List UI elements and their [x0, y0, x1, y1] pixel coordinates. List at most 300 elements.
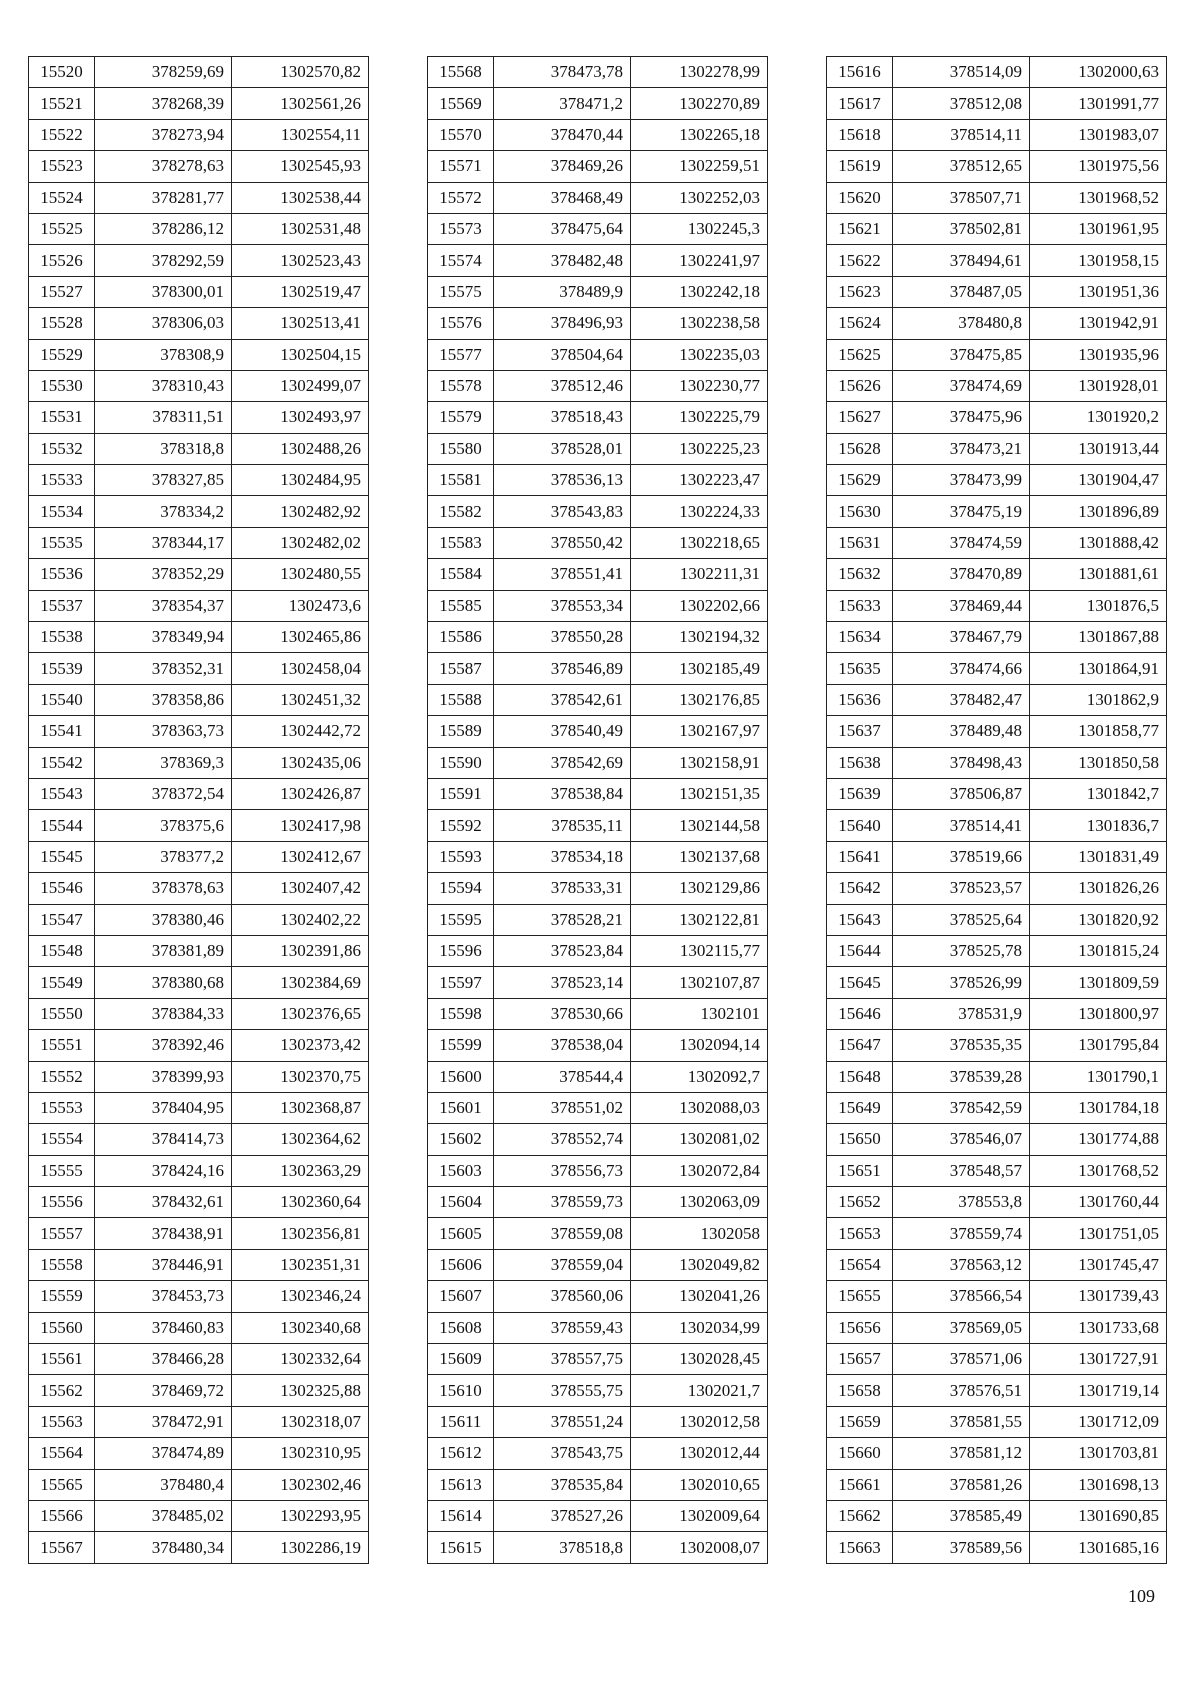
y-coordinate-cell: 1302230,77 — [631, 370, 768, 401]
page-number: 109 — [1128, 1586, 1155, 1606]
table-row — [827, 465, 1167, 496]
point-number-cell: 15652 — [827, 1187, 893, 1218]
table-row — [827, 590, 1167, 621]
table-row — [29, 873, 369, 904]
x-coordinate-cell: 378494,61 — [893, 245, 1030, 276]
point-number-cell: 15651 — [827, 1155, 893, 1186]
y-coordinate-cell: 1301698,13 — [1030, 1469, 1167, 1500]
table-row — [428, 527, 768, 558]
point-number-cell: 15561 — [29, 1344, 95, 1375]
y-coordinate-cell: 1302167,97 — [631, 716, 768, 747]
table-row — [428, 622, 768, 653]
x-coordinate-cell: 378306,03 — [95, 308, 232, 339]
table-row — [827, 1187, 1167, 1218]
y-coordinate-cell: 1302242,18 — [631, 276, 768, 307]
table-row — [428, 1218, 768, 1249]
table-row — [428, 1406, 768, 1437]
x-coordinate-cell: 378581,55 — [893, 1406, 1030, 1437]
x-coordinate-cell: 378528,01 — [494, 433, 631, 464]
y-coordinate-cell: 1301842,7 — [1030, 778, 1167, 809]
point-number-cell: 15587 — [428, 653, 494, 684]
table-row — [827, 873, 1167, 904]
y-coordinate-cell: 1302435,06 — [232, 747, 369, 778]
x-coordinate-cell: 378546,89 — [494, 653, 631, 684]
y-coordinate-cell: 1302241,97 — [631, 245, 768, 276]
x-coordinate-cell: 378560,06 — [494, 1281, 631, 1312]
table-row — [29, 1406, 369, 1437]
point-number-cell: 15629 — [827, 465, 893, 496]
point-number-cell: 15635 — [827, 653, 893, 684]
table-row — [29, 1124, 369, 1155]
y-coordinate-cell: 1302356,81 — [232, 1218, 369, 1249]
x-coordinate-cell: 378553,34 — [494, 590, 631, 621]
table-row — [827, 810, 1167, 841]
table-row — [428, 1469, 768, 1500]
x-coordinate-cell: 378496,93 — [494, 308, 631, 339]
y-coordinate-cell: 1301826,26 — [1030, 873, 1167, 904]
x-coordinate-cell: 378482,48 — [494, 245, 631, 276]
table-row — [29, 590, 369, 621]
x-coordinate-cell: 378475,64 — [494, 213, 631, 244]
x-coordinate-cell: 378559,43 — [494, 1312, 631, 1343]
point-number-cell: 15654 — [827, 1249, 893, 1280]
table-row — [827, 370, 1167, 401]
y-coordinate-cell: 1302458,04 — [232, 653, 369, 684]
point-number-cell: 15585 — [428, 590, 494, 621]
table-row — [827, 1500, 1167, 1531]
y-coordinate-cell: 1301790,1 — [1030, 1061, 1167, 1092]
x-coordinate-cell: 378489,9 — [494, 276, 631, 307]
x-coordinate-cell: 378352,31 — [95, 653, 232, 684]
x-coordinate-cell: 378399,93 — [95, 1061, 232, 1092]
y-coordinate-cell: 1301881,61 — [1030, 559, 1167, 590]
x-coordinate-cell: 378543,75 — [494, 1438, 631, 1469]
x-coordinate-cell: 378310,43 — [95, 370, 232, 401]
x-coordinate-cell: 378542,59 — [893, 1092, 1030, 1123]
y-coordinate-cell: 1302451,32 — [232, 684, 369, 715]
table-row — [827, 1124, 1167, 1155]
table-row — [428, 1187, 768, 1218]
x-coordinate-cell: 378281,77 — [95, 182, 232, 213]
point-number-cell: 15641 — [827, 841, 893, 872]
x-coordinate-cell: 378556,73 — [494, 1155, 631, 1186]
x-coordinate-cell: 378523,14 — [494, 967, 631, 998]
point-number-cell: 15578 — [428, 370, 494, 401]
point-number-cell: 15569 — [428, 88, 494, 119]
x-coordinate-cell: 378424,16 — [95, 1155, 232, 1186]
x-coordinate-cell: 378471,2 — [494, 88, 631, 119]
point-number-cell: 15547 — [29, 904, 95, 935]
table-row — [827, 1281, 1167, 1312]
point-number-cell: 15632 — [827, 559, 893, 590]
y-coordinate-cell: 1302332,64 — [232, 1344, 369, 1375]
table-row — [827, 402, 1167, 433]
point-number-cell: 15534 — [29, 496, 95, 527]
point-number-cell: 15643 — [827, 904, 893, 935]
point-number-cell: 15591 — [428, 778, 494, 809]
table-row — [29, 810, 369, 841]
x-coordinate-cell: 378473,21 — [893, 433, 1030, 464]
point-number-cell: 15581 — [428, 465, 494, 496]
point-number-cell: 15658 — [827, 1375, 893, 1406]
x-coordinate-cell: 378480,4 — [95, 1469, 232, 1500]
x-coordinate-cell: 378292,59 — [95, 245, 232, 276]
y-coordinate-cell: 1301712,09 — [1030, 1406, 1167, 1437]
table-row — [428, 182, 768, 213]
table-row — [29, 904, 369, 935]
point-number-cell: 15610 — [428, 1375, 494, 1406]
table-row — [428, 57, 768, 88]
x-coordinate-cell: 378528,21 — [494, 904, 631, 935]
x-coordinate-cell: 378475,85 — [893, 339, 1030, 370]
x-coordinate-cell: 378512,46 — [494, 370, 631, 401]
x-coordinate-cell: 378372,54 — [95, 778, 232, 809]
table-row — [29, 935, 369, 966]
y-coordinate-cell: 1302482,92 — [232, 496, 369, 527]
y-coordinate-cell: 1302202,66 — [631, 590, 768, 621]
y-coordinate-cell: 1302224,33 — [631, 496, 768, 527]
point-number-cell: 15627 — [827, 402, 893, 433]
y-coordinate-cell: 1302072,84 — [631, 1155, 768, 1186]
y-coordinate-cell: 1301727,91 — [1030, 1344, 1167, 1375]
point-number-cell: 15604 — [428, 1187, 494, 1218]
x-coordinate-cell: 378559,73 — [494, 1187, 631, 1218]
table-row — [29, 433, 369, 464]
y-coordinate-cell: 1302391,86 — [232, 935, 369, 966]
point-number-cell: 15582 — [428, 496, 494, 527]
table-row — [29, 841, 369, 872]
table-row — [428, 935, 768, 966]
table-row — [428, 402, 768, 433]
table-row — [29, 1281, 369, 1312]
y-coordinate-cell: 1302238,58 — [631, 308, 768, 339]
table-row — [29, 88, 369, 119]
x-coordinate-cell: 378542,69 — [494, 747, 631, 778]
point-number-cell: 15603 — [428, 1155, 494, 1186]
point-number-cell: 15594 — [428, 873, 494, 904]
table-row — [428, 433, 768, 464]
y-coordinate-cell: 1302265,18 — [631, 119, 768, 150]
y-coordinate-cell: 1302545,93 — [232, 151, 369, 182]
y-coordinate-cell: 1302137,68 — [631, 841, 768, 872]
point-number-cell: 15576 — [428, 308, 494, 339]
point-number-cell: 15543 — [29, 778, 95, 809]
y-coordinate-cell: 1301768,52 — [1030, 1155, 1167, 1186]
y-coordinate-cell: 1301850,58 — [1030, 747, 1167, 778]
y-coordinate-cell: 1302270,89 — [631, 88, 768, 119]
point-number-cell: 15593 — [428, 841, 494, 872]
table-row — [827, 151, 1167, 182]
table-row — [827, 1092, 1167, 1123]
table-row — [29, 1532, 369, 1563]
x-coordinate-cell: 378559,74 — [893, 1218, 1030, 1249]
y-coordinate-cell: 1302158,91 — [631, 747, 768, 778]
y-coordinate-cell: 1301864,91 — [1030, 653, 1167, 684]
x-coordinate-cell: 378514,11 — [893, 119, 1030, 150]
y-coordinate-cell: 1302088,03 — [631, 1092, 768, 1123]
y-coordinate-cell: 1302384,69 — [232, 967, 369, 998]
x-coordinate-cell: 378469,72 — [95, 1375, 232, 1406]
table-row — [29, 276, 369, 307]
point-number-cell: 15548 — [29, 935, 95, 966]
y-coordinate-cell: 1302041,26 — [631, 1281, 768, 1312]
table-row — [29, 1469, 369, 1500]
x-coordinate-cell: 378363,73 — [95, 716, 232, 747]
table-row — [827, 182, 1167, 213]
table-row — [29, 1312, 369, 1343]
x-coordinate-cell: 378300,01 — [95, 276, 232, 307]
point-number-cell: 15524 — [29, 182, 95, 213]
table-row — [428, 778, 768, 809]
y-coordinate-cell: 1302092,7 — [631, 1061, 768, 1092]
y-coordinate-cell: 1302185,49 — [631, 653, 768, 684]
table-row — [827, 998, 1167, 1029]
table-row — [827, 904, 1167, 935]
y-coordinate-cell: 1302115,77 — [631, 935, 768, 966]
y-coordinate-cell: 1301760,44 — [1030, 1187, 1167, 1218]
table-row — [827, 496, 1167, 527]
point-number-cell: 15622 — [827, 245, 893, 276]
point-number-cell: 15540 — [29, 684, 95, 715]
table-row — [428, 339, 768, 370]
table-row — [29, 747, 369, 778]
table-row — [428, 88, 768, 119]
point-number-cell: 15642 — [827, 873, 893, 904]
y-coordinate-cell: 1301904,47 — [1030, 465, 1167, 496]
x-coordinate-cell: 378585,49 — [893, 1500, 1030, 1531]
table-row — [428, 1375, 768, 1406]
x-coordinate-cell: 378534,18 — [494, 841, 631, 872]
point-number-cell: 15560 — [29, 1312, 95, 1343]
table-row — [428, 967, 768, 998]
table-row — [428, 1249, 768, 1280]
y-coordinate-cell: 1302426,87 — [232, 778, 369, 809]
x-coordinate-cell: 378538,84 — [494, 778, 631, 809]
y-coordinate-cell: 1301774,88 — [1030, 1124, 1167, 1155]
table-row — [29, 119, 369, 150]
x-coordinate-cell: 378308,9 — [95, 339, 232, 370]
table-row — [428, 904, 768, 935]
y-coordinate-cell: 1302278,99 — [631, 57, 768, 88]
x-coordinate-cell: 378381,89 — [95, 935, 232, 966]
x-coordinate-cell: 378535,11 — [494, 810, 631, 841]
x-coordinate-cell: 378525,64 — [893, 904, 1030, 935]
y-coordinate-cell: 1302225,79 — [631, 402, 768, 433]
x-coordinate-cell: 378518,43 — [494, 402, 631, 433]
y-coordinate-cell: 1302364,62 — [232, 1124, 369, 1155]
table-row — [29, 1500, 369, 1531]
point-number-cell: 15644 — [827, 935, 893, 966]
x-coordinate-cell: 378546,07 — [893, 1124, 1030, 1155]
table-row — [827, 433, 1167, 464]
x-coordinate-cell: 378474,66 — [893, 653, 1030, 684]
table-row — [428, 1030, 768, 1061]
point-number-cell: 15535 — [29, 527, 95, 558]
x-coordinate-cell: 378514,41 — [893, 810, 1030, 841]
point-number-cell: 15527 — [29, 276, 95, 307]
table-row — [29, 1187, 369, 1218]
point-number-cell: 15631 — [827, 527, 893, 558]
y-coordinate-cell: 1302252,03 — [631, 182, 768, 213]
y-coordinate-cell: 1302504,15 — [232, 339, 369, 370]
point-number-cell: 15609 — [428, 1344, 494, 1375]
table-row — [29, 57, 369, 88]
point-number-cell: 15618 — [827, 119, 893, 150]
table-row — [29, 1249, 369, 1280]
x-coordinate-cell: 378475,96 — [893, 402, 1030, 433]
x-coordinate-cell: 378278,63 — [95, 151, 232, 182]
table-row — [428, 276, 768, 307]
point-number-cell: 15659 — [827, 1406, 893, 1437]
x-coordinate-cell: 378473,99 — [893, 465, 1030, 496]
y-coordinate-cell: 1302402,22 — [232, 904, 369, 935]
y-coordinate-cell: 1301858,77 — [1030, 716, 1167, 747]
table-row — [428, 1281, 768, 1312]
point-number-cell: 15637 — [827, 716, 893, 747]
x-coordinate-cell: 378566,54 — [893, 1281, 1030, 1312]
x-coordinate-cell: 378344,17 — [95, 527, 232, 558]
x-coordinate-cell: 378504,64 — [494, 339, 631, 370]
y-coordinate-cell: 1302293,95 — [232, 1500, 369, 1531]
table-row — [428, 465, 768, 496]
y-coordinate-cell: 1302519,47 — [232, 276, 369, 307]
x-coordinate-cell: 378489,48 — [893, 716, 1030, 747]
table-row — [428, 873, 768, 904]
x-coordinate-cell: 378518,8 — [494, 1532, 631, 1563]
point-number-cell: 15605 — [428, 1218, 494, 1249]
x-coordinate-cell: 378432,61 — [95, 1187, 232, 1218]
y-coordinate-cell: 1301751,05 — [1030, 1218, 1167, 1249]
y-coordinate-cell: 1301961,95 — [1030, 213, 1167, 244]
x-coordinate-cell: 378519,66 — [893, 841, 1030, 872]
table-row — [428, 1438, 768, 1469]
table-row — [827, 559, 1167, 590]
point-number-cell: 15559 — [29, 1281, 95, 1312]
point-number-cell: 15624 — [827, 308, 893, 339]
table-row — [827, 88, 1167, 119]
table-row — [29, 308, 369, 339]
x-coordinate-cell: 378563,12 — [893, 1249, 1030, 1280]
y-coordinate-cell: 1302346,24 — [232, 1281, 369, 1312]
point-number-cell: 15572 — [428, 182, 494, 213]
point-number-cell: 15597 — [428, 967, 494, 998]
point-number-cell: 15613 — [428, 1469, 494, 1500]
point-number-cell: 15575 — [428, 276, 494, 307]
y-coordinate-cell: 1302407,42 — [232, 873, 369, 904]
table-row — [428, 496, 768, 527]
point-number-cell: 15532 — [29, 433, 95, 464]
point-number-cell: 15616 — [827, 57, 893, 88]
y-coordinate-cell: 1302010,65 — [631, 1469, 768, 1500]
y-coordinate-cell: 1302058 — [631, 1218, 768, 1249]
x-coordinate-cell: 378551,41 — [494, 559, 631, 590]
y-coordinate-cell: 1302151,35 — [631, 778, 768, 809]
x-coordinate-cell: 378557,75 — [494, 1344, 631, 1375]
x-coordinate-cell: 378551,02 — [494, 1092, 631, 1123]
point-number-cell: 15580 — [428, 433, 494, 464]
y-coordinate-cell: 1302107,87 — [631, 967, 768, 998]
point-number-cell: 15621 — [827, 213, 893, 244]
table-row — [29, 245, 369, 276]
table-row — [428, 716, 768, 747]
x-coordinate-cell: 378480,34 — [95, 1532, 232, 1563]
y-coordinate-cell: 1302473,6 — [232, 590, 369, 621]
point-number-cell: 15536 — [29, 559, 95, 590]
point-number-cell: 15645 — [827, 967, 893, 998]
x-coordinate-cell: 378525,78 — [893, 935, 1030, 966]
y-coordinate-cell: 1301920,2 — [1030, 402, 1167, 433]
y-coordinate-cell: 1301888,42 — [1030, 527, 1167, 558]
coordinate-table-3 — [826, 56, 1167, 1564]
x-coordinate-cell: 378550,28 — [494, 622, 631, 653]
point-number-cell: 15647 — [827, 1030, 893, 1061]
x-coordinate-cell: 378514,09 — [893, 57, 1030, 88]
point-number-cell: 15623 — [827, 276, 893, 307]
point-number-cell: 15563 — [29, 1406, 95, 1437]
point-number-cell: 15523 — [29, 151, 95, 182]
point-number-cell: 15546 — [29, 873, 95, 904]
point-number-cell: 15607 — [428, 1281, 494, 1312]
table-row — [428, 151, 768, 182]
table-row — [428, 1124, 768, 1155]
y-coordinate-cell: 1302034,99 — [631, 1312, 768, 1343]
x-coordinate-cell: 378475,19 — [893, 496, 1030, 527]
point-number-cell: 15630 — [827, 496, 893, 527]
x-coordinate-cell: 378384,33 — [95, 998, 232, 1029]
y-coordinate-cell: 1302194,32 — [631, 622, 768, 653]
y-coordinate-cell: 1302211,31 — [631, 559, 768, 590]
point-number-cell: 15550 — [29, 998, 95, 1029]
table-row — [29, 1030, 369, 1061]
point-number-cell: 15655 — [827, 1281, 893, 1312]
point-number-cell: 15592 — [428, 810, 494, 841]
point-number-cell: 15608 — [428, 1312, 494, 1343]
point-number-cell: 15570 — [428, 119, 494, 150]
point-number-cell: 15549 — [29, 967, 95, 998]
table-row — [29, 998, 369, 1029]
y-coordinate-cell: 1302538,44 — [232, 182, 369, 213]
y-coordinate-cell: 1301820,92 — [1030, 904, 1167, 935]
x-coordinate-cell: 378502,81 — [893, 213, 1030, 244]
x-coordinate-cell: 378581,26 — [893, 1469, 1030, 1500]
table-row — [428, 1500, 768, 1531]
x-coordinate-cell: 378380,68 — [95, 967, 232, 998]
x-coordinate-cell: 378548,57 — [893, 1155, 1030, 1186]
table-row — [428, 245, 768, 276]
x-coordinate-cell: 378470,44 — [494, 119, 631, 150]
point-number-cell: 15595 — [428, 904, 494, 935]
point-number-cell: 15657 — [827, 1344, 893, 1375]
y-coordinate-cell: 1302417,98 — [232, 810, 369, 841]
point-number-cell: 15544 — [29, 810, 95, 841]
y-coordinate-cell: 1302176,85 — [631, 684, 768, 715]
point-number-cell: 15557 — [29, 1218, 95, 1249]
point-number-cell: 15562 — [29, 1375, 95, 1406]
table-row — [428, 213, 768, 244]
point-number-cell: 15656 — [827, 1312, 893, 1343]
point-number-cell: 15639 — [827, 778, 893, 809]
x-coordinate-cell: 378544,4 — [494, 1061, 631, 1092]
y-coordinate-cell: 1302482,02 — [232, 527, 369, 558]
table-row — [29, 1218, 369, 1249]
point-number-cell: 15660 — [827, 1438, 893, 1469]
point-number-cell: 15567 — [29, 1532, 95, 1563]
table-row — [827, 119, 1167, 150]
y-coordinate-cell: 1302223,47 — [631, 465, 768, 496]
point-number-cell: 15579 — [428, 402, 494, 433]
x-coordinate-cell: 378498,43 — [893, 747, 1030, 778]
y-coordinate-cell: 1302531,48 — [232, 213, 369, 244]
